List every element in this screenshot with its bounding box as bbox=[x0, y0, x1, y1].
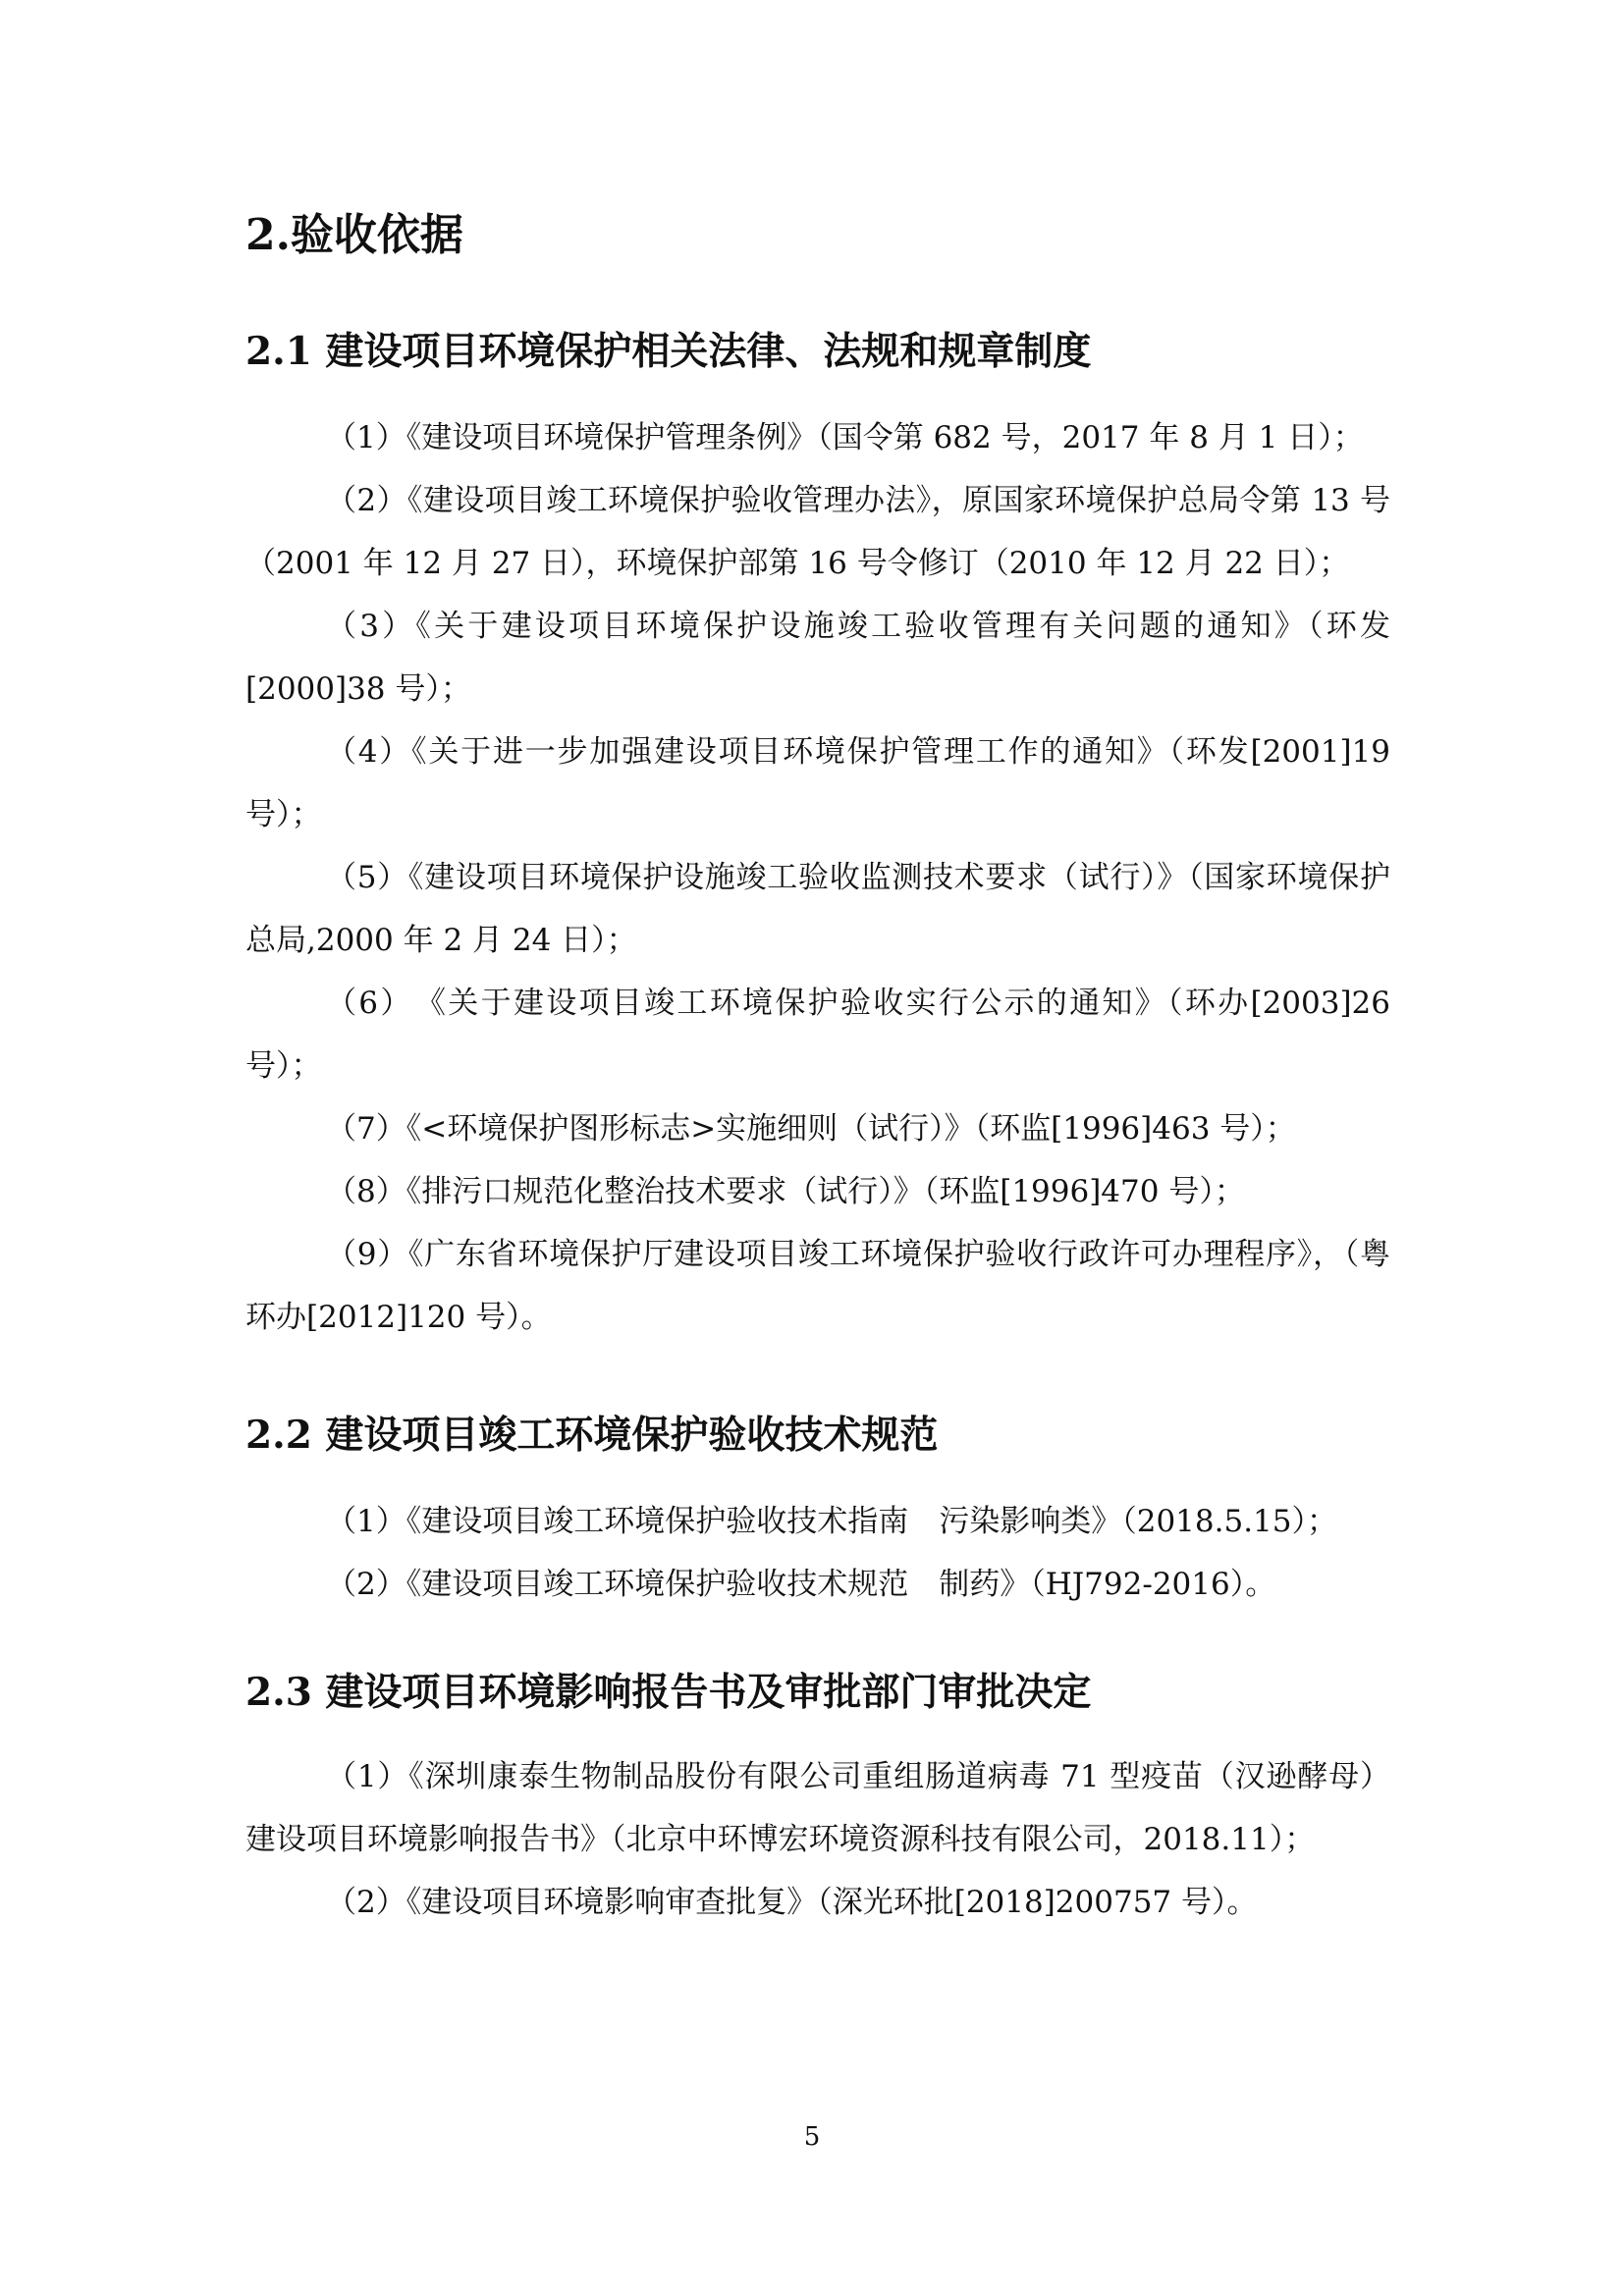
page-title: 2.验收依据 bbox=[245, 210, 463, 260]
list-item: （6） 《关于建设项目竣工环境保护验收实行公示的通知》（环办[2003]26 号）； bbox=[245, 986, 1390, 1084]
list-item: （2）《建设项目环境影响审查批复》（深光环批[2018]200757 号）。 bbox=[326, 1885, 1258, 1920]
list-item: （7）《<环境保护图形标志>实施细则（试行）》（环监[1996]463 号）； bbox=[326, 1111, 1296, 1147]
list-item: （1）《建设项目环境保护管理条例》（国令第 682 号，2017 年 8 月 1 日）； bbox=[326, 420, 1364, 455]
list-item: （2）《建设项目竣工环境保护验收管理办法》，原国家环境保护总局令第 13 号（2001 年 12 月 27 日），环境保护部第 16 号令修订（2010 年 12 月 22 日）； bbox=[245, 483, 1390, 581]
list-item: （3）《关于建设项目环境保护设施竣工验收管理有关问题的通知》（环发[2000]38 号）； bbox=[245, 609, 1390, 707]
list-item: （9）《广东省环境保护厅建设项目竣工环境保护验收行政许可办理程序》，（粤环办[2012]120 号）。 bbox=[245, 1237, 1390, 1335]
page-number: 5 bbox=[803, 2122, 821, 2152]
section-heading-2-2: 2.2 建设项目竣工环境保护验收技术规范 bbox=[245, 1413, 939, 1458]
section-heading-2-3: 2.3 建设项目环境影响报告书及审批部门审批决定 bbox=[245, 1670, 1092, 1715]
list-item: （1）《深圳康泰生物制品股份有限公司重组肠道病毒 71 型疫苗（汉逊酵母）建设项目环境影响报告书》（北京中环博宏环境资源科技有限公司，2018.11）； bbox=[245, 1759, 1390, 1857]
list-item: （2）《建设项目竣工环境保护验收技术规范 制药》（HJ792-2016）。 bbox=[326, 1567, 1276, 1602]
list-item: （8）《排污口规范化整治技术要求（试行）》（环监[1996]470 号）； bbox=[326, 1174, 1245, 1209]
list-item: （4）《关于进一步加强建设项目环境保护管理工作的通知》（环发[2001]19 号）； bbox=[245, 734, 1390, 832]
list-item: （5）《建设项目环境保护设施竣工验收监测技术要求（试行）》（国家环境保护总局,2000 年 2 月 24 日）； bbox=[245, 860, 1390, 958]
list-item: （1）《建设项目竣工环境保护验收技术指南 污染影响类》（2018.5.15）； bbox=[326, 1504, 1337, 1539]
section-heading-2-1: 2.1 建设项目环境保护相关法律、法规和规章制度 bbox=[245, 329, 1092, 374]
